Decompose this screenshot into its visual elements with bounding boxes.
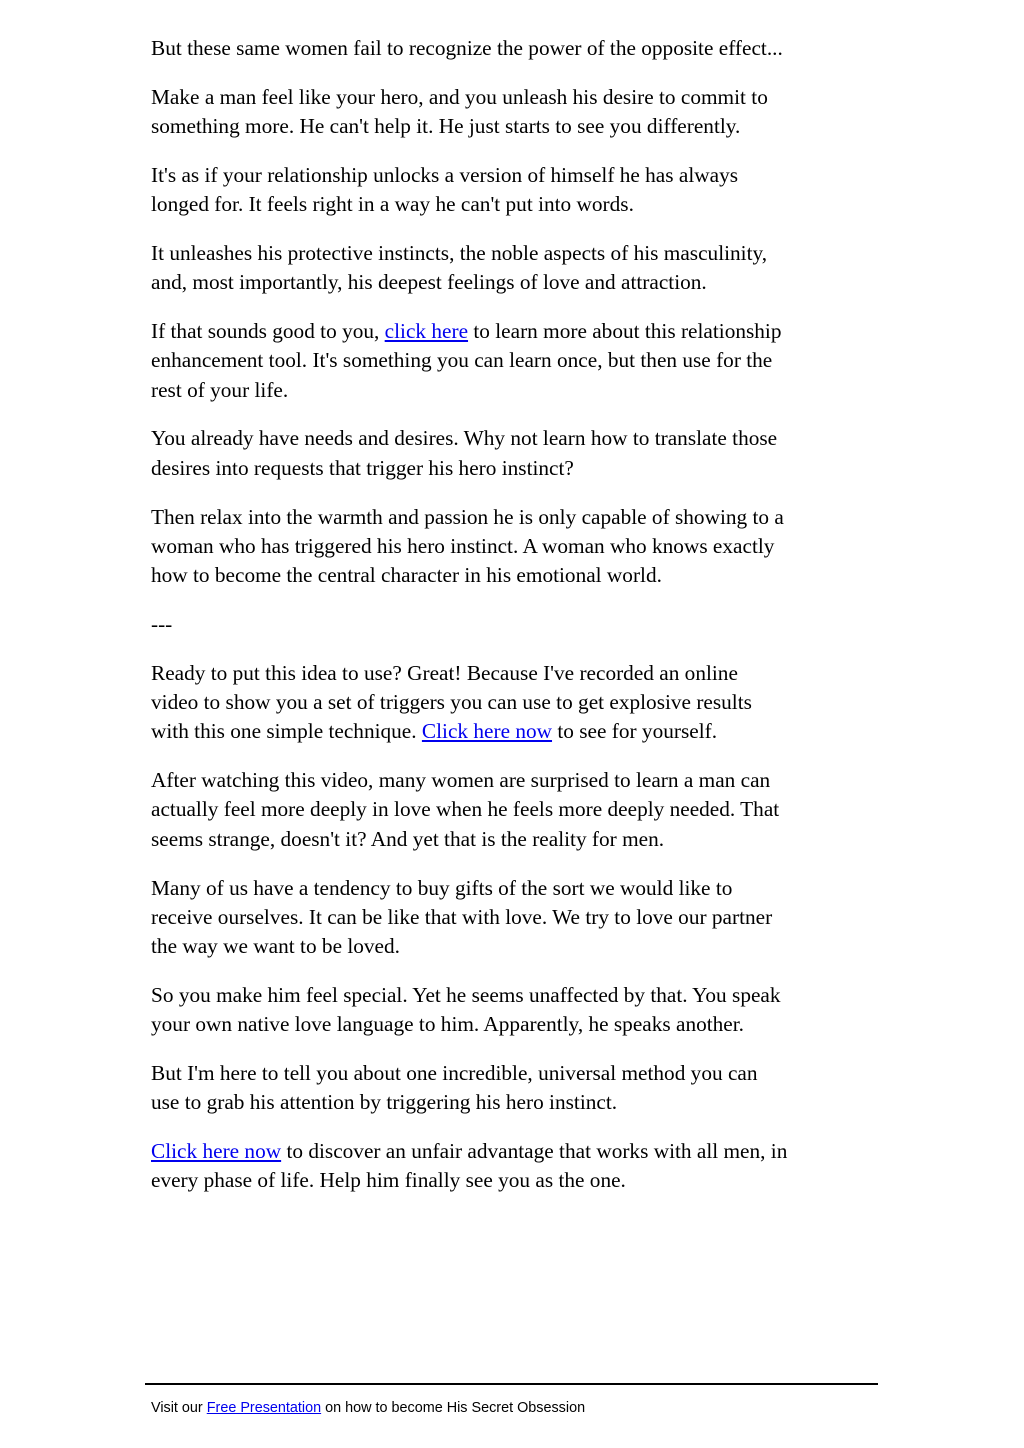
paragraph-6: You already have needs and desires. Why not learn how to translate those desires into requests that trigger his hero instinct?: [151, 426, 778, 480]
free-presentation-link[interactable]: Free Presentation: [206, 1400, 322, 1416]
paragraph-9: After watching this video, many women are surprised to learn a man can actually feel more deeply in love when he feels more deeply needed. That seems strange, doesn't it? And yet that is the reality for men.: [151, 768, 780, 851]
paragraph-11: So you make him feel special. Yet he seems unaffected by that. You speak your own native love language to him. Apparently, he speaks another.: [151, 982, 781, 1037]
click-here-now-link-1[interactable]: Click here now: [421, 719, 553, 744]
paragraph-5-tail: to learn more about this relationship enhancement tool. It's something you can learn once, but then use for the rest of your life.: [151, 319, 782, 402]
section-separator: ---: [151, 611, 173, 636]
paragraph-5: [151, 317, 879, 405]
paragraph-8: [151, 659, 879, 747]
click-here-now-link-2[interactable]: Click here now: [151, 1139, 282, 1164]
footer-divider: [145, 1383, 878, 1385]
paragraph-13-tail: to discover an unfair advantage that works with all men, in every phase of life. Help him finally see you as the one.: [151, 1139, 788, 1193]
paragraph-4: It unleashes his protective instincts, the noble aspects of his masculinity, and, most importantly, his deepest feelings of love and attraction.: [151, 240, 768, 295]
paragraph-8-lead: Ready to put this idea to use? Great! Because I've recorded an online video to show you a set of triggers you can use to get explosive results with this one simple technique.: [151, 660, 752, 744]
paragraph-7: Then relax into the warmth and passion he is only capable of showing to a woman who has triggered his hero instinct. A woman who knows exactly how to become the central character in his emotional world.: [151, 504, 784, 588]
footer-lead: Visit our: [151, 1400, 207, 1416]
click-here-link[interactable]: click here: [384, 319, 469, 344]
paragraph-12: But I'm here to tell you about one incredible, universal method you can use to grab his attention by triggering his hero instinct.: [151, 1061, 758, 1115]
paragraph-5-lead: If that sounds good to you,: [151, 319, 385, 344]
document-body: [151, 34, 879, 1215]
paragraph-10: Many of us have a tendency to buy gifts of the sort we would like to receive ourselves. It can be like that with love. We try to love our partner the way we want to be loved.: [151, 875, 773, 959]
footer: [151, 1399, 585, 1417]
paragraph-8-tail: to see for yourself.: [552, 719, 718, 744]
paragraph-1: But these same women fail to recognize the power of the opposite effect...: [151, 36, 783, 60]
paragraph-3: It's as if your relationship unlocks a version of himself he has always longed for. It feels right in a way he can't put into words.: [151, 162, 739, 217]
paragraph-13: [151, 1137, 879, 1196]
paragraph-2: Make a man feel like your hero, and you unleash his desire to commit to something more. He can't help it. He just starts to see you differently.: [151, 84, 768, 139]
footer-tail: on how to become His Secret Obsession: [321, 1400, 586, 1416]
